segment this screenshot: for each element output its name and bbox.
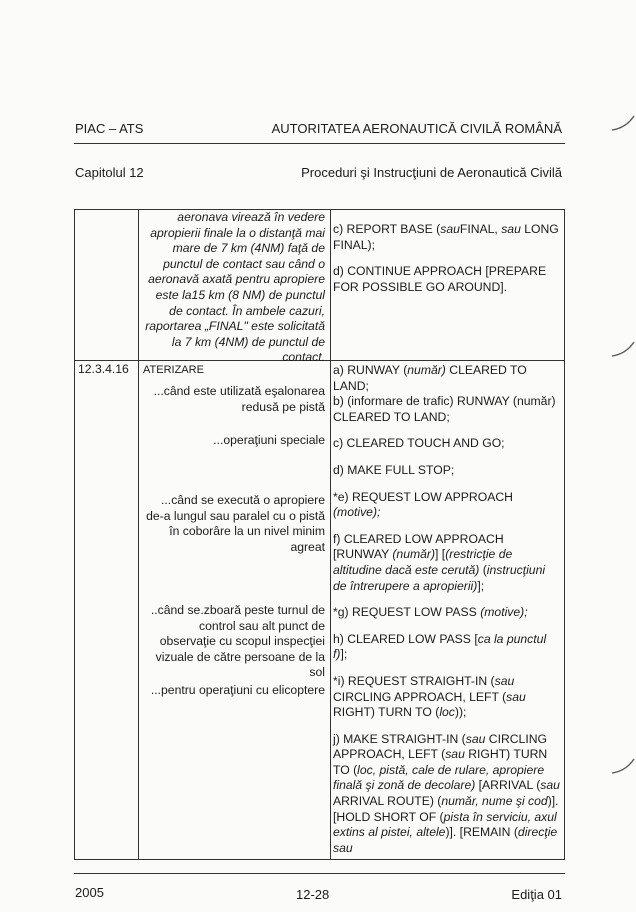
row1-condition-line: contact. <box>282 350 325 365</box>
condition-low-approach: ...când se execută o apropiere de-a lungul sau paralel cu o pistă în coborâre la un nivel minim agreat <box>146 493 325 554</box>
phraseology-table <box>74 209 565 860</box>
footer-rule <box>74 873 565 874</box>
condition-low-pass: ..când se.zboară peste turnul de control sau alt punct de observaţie cu scopul inspecţiei vizuale de către persoane de la sol <box>150 603 325 680</box>
phrase-g-request-low-pass: *g) REQUEST LOW PASS (motive); <box>333 605 528 620</box>
chapter-label: Capitolul 12 <box>75 165 144 180</box>
phrase-b-traffic-cleared-to-land: b) (informare de trafic) RUNWAY (număr) CLEARED TO LAND; <box>333 394 556 424</box>
chapter-title: Proceduri şi Instrucţiuni de Aeronautică Civilă <box>301 165 562 180</box>
header-rule <box>74 143 565 144</box>
row1-condition-line: de contact. În ambele cazuri, <box>169 303 325 318</box>
phrase-i-request-straight-in: *i) REQUEST STRAIGHT-IN (sau CIRCLING APPROACH, LEFT (sau RIGHT) TURN TO (loc)); <box>333 673 526 720</box>
phrase-f-cleared-low-approach: f) CLEARED LOW APPROACH [RUNWAY (număr)] [(restricţie de altitudine dacă este cerută) (instrucţiuni de întrerupere a apropierii)]; <box>333 531 546 593</box>
phrase-j-make-straight-in: j) MAKE STRAIGHT-IN (sau CIRCLING APPROACH, LEFT (sau RIGHT) TURN TO (loc, pistă, cale de rulare, apropiere finală şi zonă de decolare) [ARRIVAL (sau ARRIVAL ROUTE) (număr, nume şi cod)]. [HOLD SHORT OF (pista în serviciu, axul extins al pistei, altele)]. [REMAIN (direcţie sau <box>333 731 560 855</box>
row1-conditions <box>141 210 325 366</box>
row1-condition-line: aeronavă axată pentru apropiere <box>148 272 325 287</box>
phrase-c-touch-and-go: c) CLEARED TOUCH AND GO; <box>333 436 505 451</box>
edge-mark-bottom <box>606 755 636 777</box>
footer-year: 2005 <box>75 885 104 900</box>
condition-reduced-separation: ...când este utilizată eşalonarea redusă pe pistă <box>153 384 325 414</box>
header-left: PIAC – ATS <box>75 121 144 136</box>
edge-mark-middle <box>606 338 636 360</box>
section-number: 12.3.4.16 <box>78 362 129 376</box>
row2-phrases <box>333 363 561 867</box>
column-divider-2 <box>330 210 331 859</box>
phrase-h-cleared-low-pass: h) CLEARED LOW PASS [ca la punctul f)]; <box>333 631 547 662</box>
edge-mark-top <box>606 112 636 134</box>
phrase-d-full-stop: d) MAKE FULL STOP; <box>333 462 455 477</box>
footer-page-number: 12-28 <box>296 887 330 902</box>
condition-helicopter: ...pentru operaţiuni cu elicoptere <box>150 683 325 697</box>
phrase-a-cleared-to-land: a) RUNWAY (număr) CLEARED TO LAND; <box>333 363 527 393</box>
phrase-d-continue-approach: d) CONTINUE APPROACH [PREPARE FOR POSSIBLE GO AROUND]. <box>333 264 547 294</box>
row1-condition-line: mare de 7 km (4NM) faţă de <box>172 241 325 256</box>
row1-phrases <box>333 222 561 306</box>
condition-special-operations: ...operaţiuni speciale <box>213 433 325 447</box>
row1-condition-line: punctul de contact sau când o <box>163 256 325 271</box>
phrase-e-request-low-approach: *e) REQUEST LOW APPROACH (motive); <box>333 489 513 520</box>
column-divider-1 <box>138 210 139 859</box>
phrase-c-report-base: c) REPORT BASE (sauFINAL, sau LONG FINAL); <box>333 222 559 252</box>
row1-condition-line: raportarea „FINAL" este solicitată <box>145 319 325 334</box>
row1-condition-line: la 7 km (4NM) de punctul de <box>171 334 325 349</box>
section-title: ATERIZARE <box>143 364 204 376</box>
row1-condition-line: apropierii finale la o distanţă mai <box>150 225 325 240</box>
footer-edition: Ediţia 01 <box>511 887 562 902</box>
row1-condition-line: este la15 km (8 NM) de punctul <box>155 287 325 302</box>
header-right: AUTORITATEA AERONAUTICĂ CIVILĂ ROMÂNĂ <box>271 121 562 136</box>
row1-condition-line: aeronava virează în vedere <box>177 210 325 224</box>
